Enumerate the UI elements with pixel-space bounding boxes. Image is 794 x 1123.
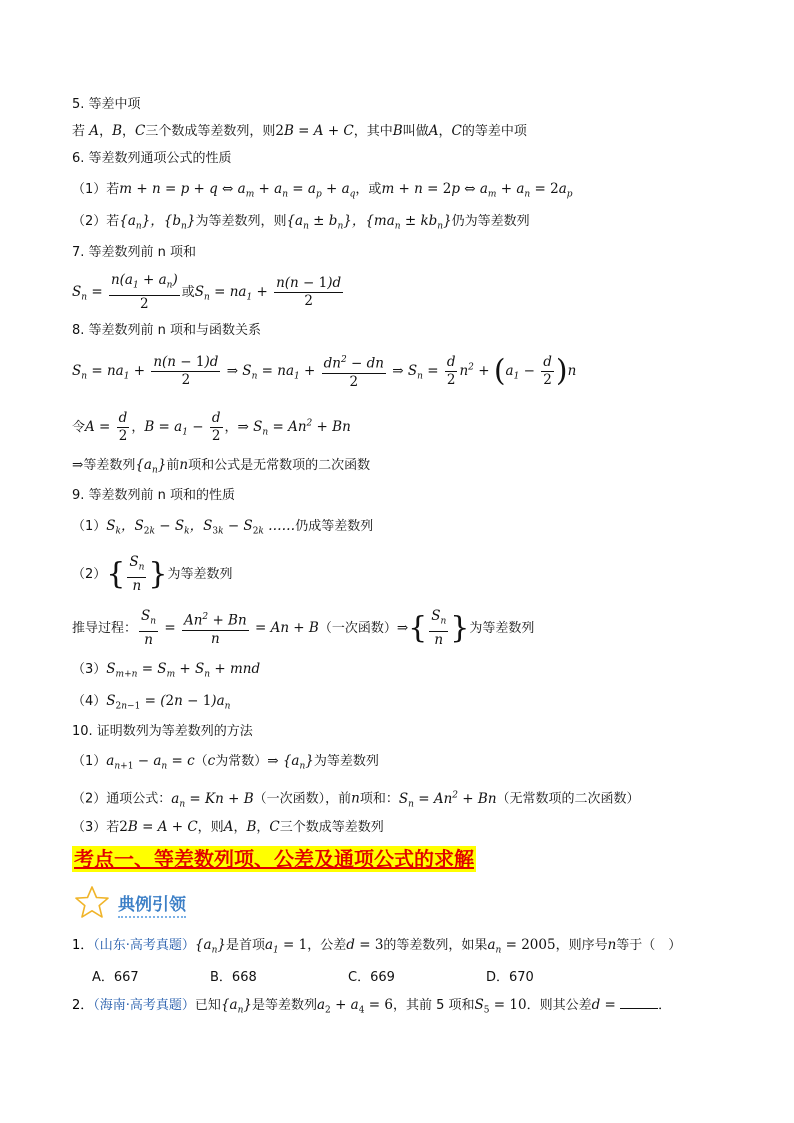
section-heading: 考点一、等差数列项、公差及通项公式的求解 [74,847,474,871]
q1-option-b[interactable]: B．668 [210,970,257,985]
s5-title: 5. 等差中项 [72,97,141,112]
s8-let: 令A = $\frac{d}{2}$ ，$B = a_1$ − $\frac{d}{2}$ ，⇒ $S_n = An^2 + Bn$ [72,410,351,444]
question-2: 2．（海南·高考真题）已知$\{a_n\}$是等差数列$a_2 + a_4 = 6$，其前 5 项和$S_5 = 10$．则其公差d = ． [72,997,672,1016]
s10-title: 10. 证明数列为等差数列的方法 [72,724,253,739]
s6-item2: （2）若$\{a_n\}$，$\{b_n\}$为等差数列，则$\{a_n \pm b_n\}$，$\{ma_n \pm kb_n\}$仍为等差数列 [72,213,530,232]
s8-conclusion: ⇒等差数列$\{a_n\}$前n项和公式是无常数项的二次函数 [72,457,371,476]
s10-item3: （3）若2B = A + C，则A，B，C三个数成等差数列 [72,819,384,835]
example-heading: 典例引领 [118,890,186,918]
s8-formula: $S_n = na_1$ + $\frac{n(n - 1)d}{2}$ ⇒ $S_n = na_1$ + $\frac{dn^2 - dn}{2}$ ⇒ $S_n$ = $\frac{d}{2}$ $n^2 + (a_1$ − $\frac{d}{2}$ )n [72,353,577,390]
s8-title: 8. 等差数列前 n 项和与函数关系 [72,323,262,338]
q1-option-a[interactable]: A．667 [92,970,139,985]
question-1: 1．（山东·高考真题）$\{a_n\}$是首项$a_1 = 1$，公差d = 3的等差数列，如果$a_n = 2005$，则序号n等于（ ） [72,937,682,956]
q1-option-c[interactable]: C．669 [348,970,395,985]
answer-blank[interactable] [620,996,658,1009]
s9-item3: $(3)S_{m+n} = S_m + S_n$ + mnd [72,661,261,680]
s9-title: 9. 等差数列前 n 项和的性质 [72,488,236,503]
s10-item2: （2）通项公式：$a_n = Kn + B$（一次函数），前n项和：$S_n = An^2 + Bn$（无常数项的二次函数） [72,790,640,810]
s6-item1: （1）若m + n = p + q ⇔ $a_m + a_n = a_p + a_q$，或m + n = 2p ⇔ $a_m + a_n = 2a_p$ [72,181,573,200]
s9-item2: （2）{ $\frac{S_n}{n}$ }为等差数列 [72,554,233,594]
s7-title: 7. 等差数列前 n 项和 [72,245,197,260]
s9-derive: 推导过程： $\frac{S_n}{n}$ = $\frac{An^2 + Bn}{n}$ = An + B（一次函数）⇒{ $\frac{S_n}{n}$ }为等差数列 [72,608,535,648]
s7-formula: $S_n$ = $\frac{n(a_1 + a_n)}{2}$ 或$S_n = na_1$ + $\frac{n(n - 1)d}{2}$ [72,272,342,312]
s10-item1: $(1)a_{n+1} - a_n = c(c$为常数）⇒ $\{a_n\}$为等差数列 [72,753,379,772]
q1-option-d[interactable]: D．670 [486,970,534,985]
s9-item1: $(1)S_k$，$S_{2k} - S_k$，$S_{3k} - S_{2k}$ ……仍成等差数列 [72,518,374,537]
s9-item4: $(4)S_{2n-1} = (2n - 1)a_n$ [72,693,231,712]
s6-title: 6. 等差数列通项公式的性质 [72,151,232,166]
s5-body: 若 A，B，C三个数成等差数列，则2B = A + C，其中B叫做A，C的等差中项 [72,123,527,139]
star-icon [74,885,110,919]
